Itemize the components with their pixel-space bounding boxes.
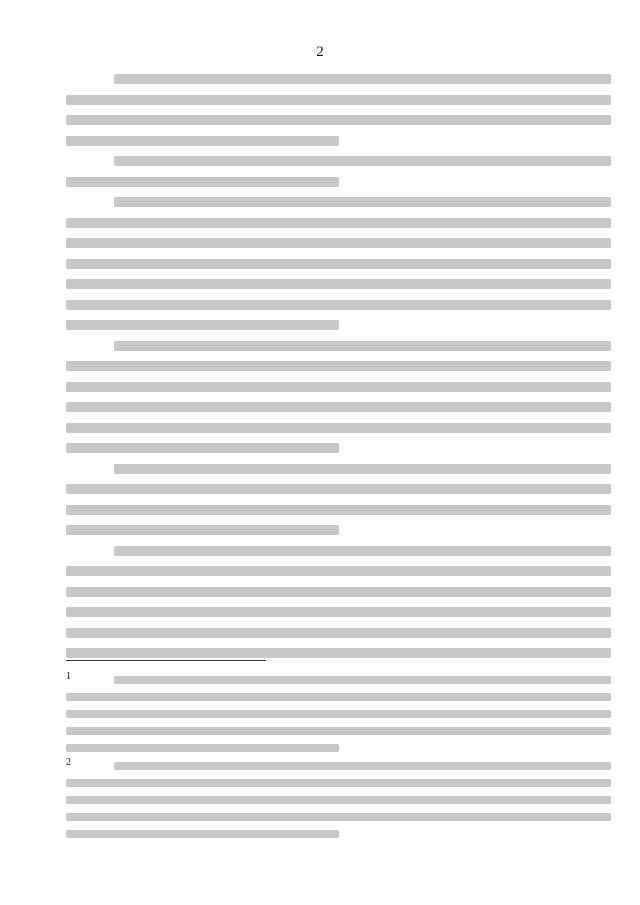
text-line [66,95,611,105]
text-line [66,259,611,269]
text-line [66,693,611,701]
text-line [66,300,611,310]
text-line [66,727,611,735]
text-line [66,607,611,617]
text-line [66,648,611,658]
text-line [114,546,611,556]
footnote-2 [66,757,611,847]
text-line [66,320,339,330]
text-line [66,744,339,752]
text-line [66,402,611,412]
text-line [66,525,339,535]
text-line [66,830,339,838]
text-line [66,484,611,494]
footnote-marker: 2 [66,757,71,768]
text-line [66,115,611,125]
text-line [66,566,611,576]
text-line [66,238,611,248]
page-number: 2 [316,44,324,60]
text-line [66,382,611,392]
text-line [66,813,611,821]
text-line [114,762,611,770]
text-line [66,177,339,187]
text-line [66,628,611,638]
text-line [66,796,611,804]
text-line [114,74,611,84]
text-line [114,464,611,474]
text-line [66,587,611,597]
body-text [66,74,611,669]
text-line [66,710,611,718]
text-line [114,156,611,166]
footnote-divider [66,660,266,661]
text-line [66,443,339,453]
text-line [66,279,611,289]
footnote-1 [66,671,611,761]
text-line [66,423,611,433]
text-line [66,218,611,228]
text-line [66,361,611,371]
text-line [114,197,611,207]
text-line [114,676,611,684]
text-line [114,341,611,351]
footnote-marker: 1 [66,671,71,682]
text-line [66,779,611,787]
text-line [66,505,611,515]
text-line [66,136,339,146]
